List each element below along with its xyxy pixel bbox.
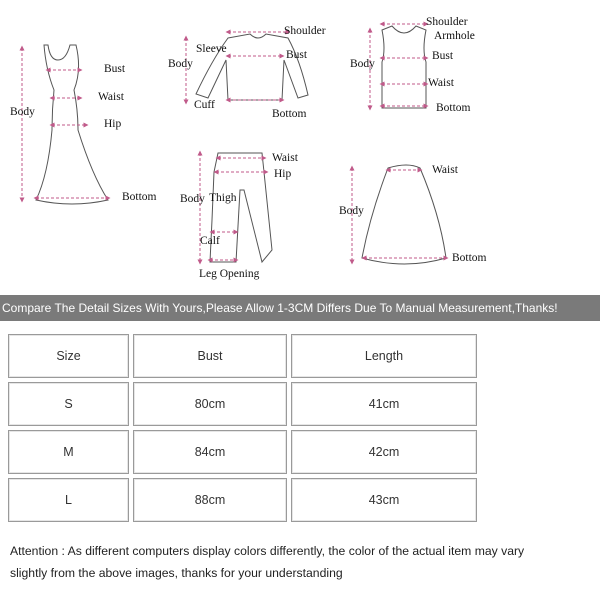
header-size: Size xyxy=(8,334,129,378)
bust-cell: 80cm xyxy=(133,382,287,426)
top-cuff-label: Cuff xyxy=(194,99,215,111)
dress-body-label: Body xyxy=(10,106,35,118)
pants-calf-label: Calf xyxy=(200,235,220,247)
pants-thigh-label: Thigh xyxy=(209,192,237,204)
pants-body-label: Body xyxy=(180,193,205,205)
top-body-label: Body xyxy=(168,58,193,70)
tank-body-label: Body xyxy=(350,58,375,70)
header-length: Length xyxy=(291,334,477,378)
skirt-body-label: Body xyxy=(339,205,364,217)
table-row xyxy=(8,382,477,426)
top-sleeve-label: Sleeve xyxy=(196,43,227,55)
tank-waist-label: Waist xyxy=(428,77,454,89)
skirt-bottom-label: Bottom xyxy=(452,252,487,264)
tank-sketch xyxy=(382,26,426,108)
pants-leg-opening-label: Leg Opening xyxy=(199,268,260,280)
pants-waist-label: Waist xyxy=(272,152,298,164)
length-cell: 42cm xyxy=(291,430,477,474)
attention-line-1: Attention : As different computers display colors differently, the color of the actual item may vary xyxy=(10,544,525,558)
tank-bust-label: Bust xyxy=(432,50,454,62)
size-cell: L xyxy=(8,478,129,522)
tank-shoulder-label: Shoulder xyxy=(426,16,468,28)
size-cell: M xyxy=(8,430,129,474)
dress-bottom-label: Bottom xyxy=(122,191,157,203)
size-table xyxy=(4,330,481,526)
table-header-row xyxy=(8,334,477,378)
top-bust-label: Bust xyxy=(286,49,308,61)
length-cell: 41cm xyxy=(291,382,477,426)
attention-line-2: slightly from the above images, thanks for your understanding xyxy=(10,566,343,580)
measurement-diagrams xyxy=(0,0,600,295)
skirt-sketch xyxy=(362,165,446,264)
top-shoulder-label: Shoulder xyxy=(284,25,326,37)
dress-bust-label: Bust xyxy=(104,63,126,75)
size-cell: S xyxy=(8,382,129,426)
pants-hip-label: Hip xyxy=(274,168,292,180)
top-bottom-label: Bottom xyxy=(272,108,307,120)
skirt-waist-label: Waist xyxy=(432,164,458,176)
header-bust: Bust xyxy=(133,334,287,378)
bust-cell: 84cm xyxy=(133,430,287,474)
length-cell: 43cm xyxy=(291,478,477,522)
tank-armhole-label: Armhole xyxy=(434,30,475,42)
attention-note xyxy=(10,540,590,584)
table-row xyxy=(8,478,477,522)
size-notice-banner: Compare The Detail Sizes With Yours,Please Allow 1-3CM Differs Due To Manual Measurement,Thanks! xyxy=(0,295,600,321)
dress-waist-label: Waist xyxy=(98,91,124,103)
table-row xyxy=(8,430,477,474)
dress-hip-label: Hip xyxy=(104,118,122,130)
tank-bottom-label: Bottom xyxy=(436,102,471,114)
bust-cell: 88cm xyxy=(133,478,287,522)
garment-sketches xyxy=(0,0,600,295)
